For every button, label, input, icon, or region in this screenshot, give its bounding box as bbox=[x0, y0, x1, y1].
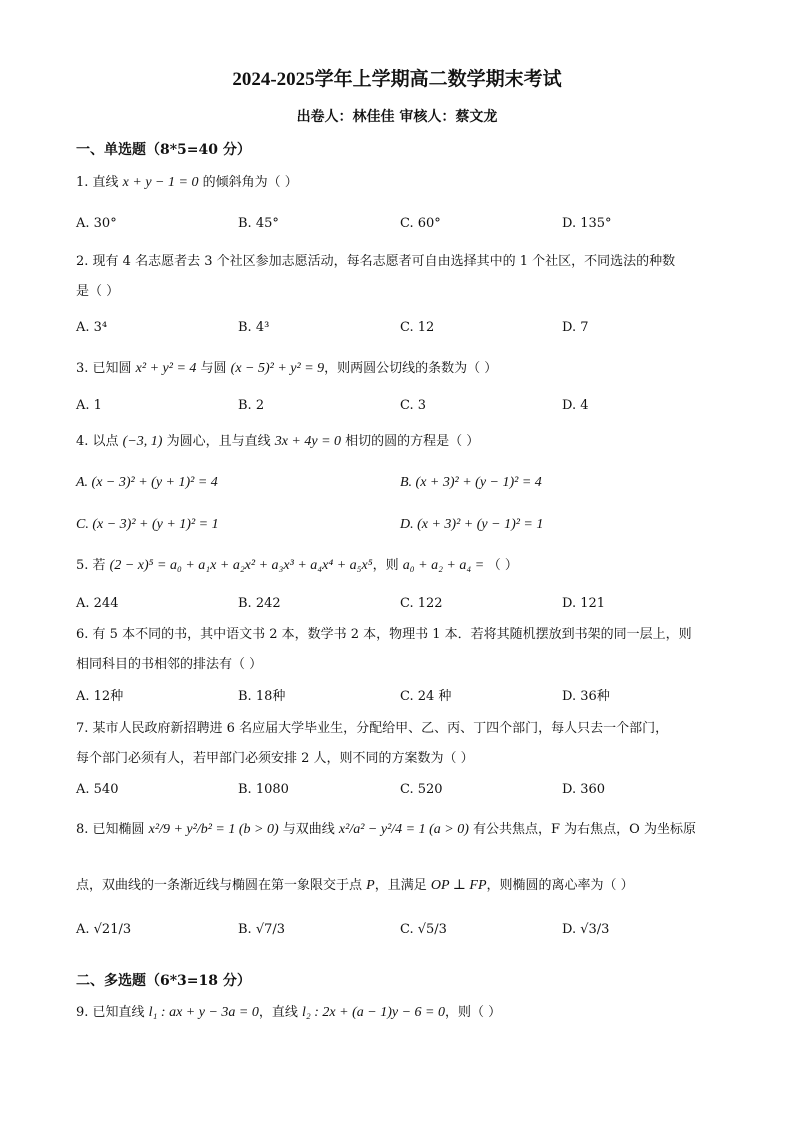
q6-option-d: D. 36种 bbox=[562, 689, 610, 704]
question-4: 4. 以点 (−3, 1) 为圆心，且与直线 3x + 4y = 0 相切的圆的方程是（ ） bbox=[76, 434, 480, 449]
q7-option-c: C. 520 bbox=[400, 782, 443, 797]
q1-option-a: A. 30° bbox=[76, 216, 117, 231]
q8-perpendicular: OP ⊥ FP bbox=[430, 878, 487, 893]
q4-point: (−3, 1) bbox=[122, 434, 163, 449]
q4-line: 3x + 4y = 0 bbox=[274, 434, 342, 449]
q9-line-2: l₂ : 2x + (a − 1)y − 6 = 0 bbox=[302, 1005, 445, 1020]
q1-option-b: B. 45° bbox=[238, 216, 279, 231]
question-8-line-2: 点，双曲线的一条渐近线与椭圆在第一象限交于点 P，且满足 OP ⊥ FP，则椭圆的离心率为（ ） bbox=[76, 878, 634, 893]
q4-option-d: D. (x + 3)² + (y − 1)² = 1 bbox=[400, 517, 544, 532]
question-2-line-2: 是（ ） bbox=[76, 284, 120, 299]
q3-option-b: B. 2 bbox=[238, 398, 265, 413]
question-1: 1. 直线 x + y − 1 = 0 的倾斜角为（ ） bbox=[76, 175, 298, 190]
question-6-line-1: 6. 有 5 本不同的书，其中语文书 2 本，数学书 2 本，物理书 1 本．若将其随机摆放到书架的同一层上，则 bbox=[76, 627, 692, 642]
q1-option-c: C. 60° bbox=[400, 216, 441, 231]
question-3: 3. 已知圆 x² + y² = 4 与圆 (x − 5)² + y² = 9，则两圆公切线的条数为（ ） bbox=[76, 361, 498, 376]
q8-ellipse: x²/9 + y²/b² = 1 (b > 0) bbox=[148, 822, 279, 837]
question-7-line-2: 每个部门必须有人，若甲部门必须安排 2 人，则不同的方案数为（ ） bbox=[76, 751, 474, 766]
q5-option-a: A. 244 bbox=[76, 596, 119, 611]
section-multiple-choice: 二、多选题（6*3=18 分） bbox=[76, 973, 251, 989]
q8-option-a: A. √21/3 bbox=[76, 922, 132, 937]
q5-option-b: B. 242 bbox=[238, 596, 281, 611]
q6-option-a: A. 12种 bbox=[76, 689, 124, 704]
q1-formula: x + y − 1 = 0 bbox=[122, 175, 199, 190]
q8-option-b: B. √7/3 bbox=[238, 922, 286, 937]
q9-line-1: l₁ : ax + y − 3a = 0 bbox=[148, 1005, 259, 1020]
q5-option-d: D. 121 bbox=[562, 596, 606, 611]
q3-option-d: D. 4 bbox=[562, 398, 589, 413]
q2-option-c: C. 12 bbox=[400, 320, 435, 335]
q5-sum: a₀ + a₂ + a₄ = bbox=[402, 558, 488, 573]
q5-option-c: C. 122 bbox=[400, 596, 443, 611]
q4-option-c: C. (x − 3)² + (y + 1)² = 1 bbox=[76, 517, 219, 532]
question-2-line-1: 2. 现有 4 名志愿者去 3 个社区参加志愿活动，每名志愿者可自由选择其中的 1 个社区，不同选法的种数 bbox=[76, 254, 676, 269]
q3-circle-1: x² + y² = 4 bbox=[135, 361, 197, 376]
q1-option-d: D. 135° bbox=[562, 216, 612, 231]
q3-circle-2: (x − 5)² + y² = 9 bbox=[230, 361, 325, 376]
question-9: 9. 已知直线 l₁ : ax + y − 3a = 0，直线 l₂ : 2x + (a − 1)y − 6 = 0，则（ ） bbox=[76, 1005, 502, 1020]
q6-option-b: B. 18种 bbox=[238, 689, 286, 704]
page-title: 2024-2025学年上学期高二数学期末考试 bbox=[232, 69, 562, 90]
q7-option-a: A. 540 bbox=[76, 782, 119, 797]
authors-line: 出卷人：林佳佳 审核人：蔡文龙 bbox=[296, 109, 498, 125]
q8-option-d: D. √3/3 bbox=[562, 922, 610, 937]
q2-option-d: D. 7 bbox=[562, 320, 589, 335]
section-single-choice: 一、单选题（8*5=40 分） bbox=[76, 142, 251, 158]
q7-option-b: B. 1080 bbox=[238, 782, 289, 797]
question-8-line-1: 8. 已知椭圆 x²/9 + y²/b² = 1 (b > 0) 与双曲线 x²/a² − y²/4 = 1 (a > 0) 有公共焦点，F 为右焦点，O 为坐标原 bbox=[76, 822, 696, 837]
q2-option-a: A. 3⁴ bbox=[76, 320, 108, 335]
q8-hyperbola: x²/a² − y²/4 = 1 (a > 0) bbox=[338, 822, 469, 837]
question-6-line-2: 相同科目的书相邻的排法有（ ） bbox=[76, 657, 263, 672]
q3-option-a: A. 1 bbox=[76, 398, 102, 413]
q2-option-b: B. 4³ bbox=[238, 320, 270, 335]
q7-option-d: D. 360 bbox=[562, 782, 606, 797]
question-7-line-1: 7. 某市人民政府新招聘进 6 名应届大学毕业生，分配给甲、乙、丙、丁四个部门，每人只去一个部门， bbox=[76, 721, 669, 736]
q3-option-c: C. 3 bbox=[400, 398, 427, 413]
q5-expansion: (2 − x)⁵ = a₀ + a₁x + a₂x² + a₃x³ + a₄x⁴ + a₅x⁵ bbox=[109, 558, 373, 573]
q6-option-c: C. 24 种 bbox=[400, 689, 452, 704]
q4-option-a: A. (x − 3)² + (y + 1)² = 4 bbox=[76, 475, 218, 490]
q4-option-b: B. (x + 3)² + (y − 1)² = 4 bbox=[400, 475, 542, 490]
question-5: 5. 若 (2 − x)⁵ = a₀ + a₁x + a₂x² + a₃x³ + a₄x⁴ + a₅x⁵，则 a₀ + a₂ + a₄ = （ ） bbox=[76, 558, 518, 573]
q8-option-c: C. √5/3 bbox=[400, 922, 447, 937]
